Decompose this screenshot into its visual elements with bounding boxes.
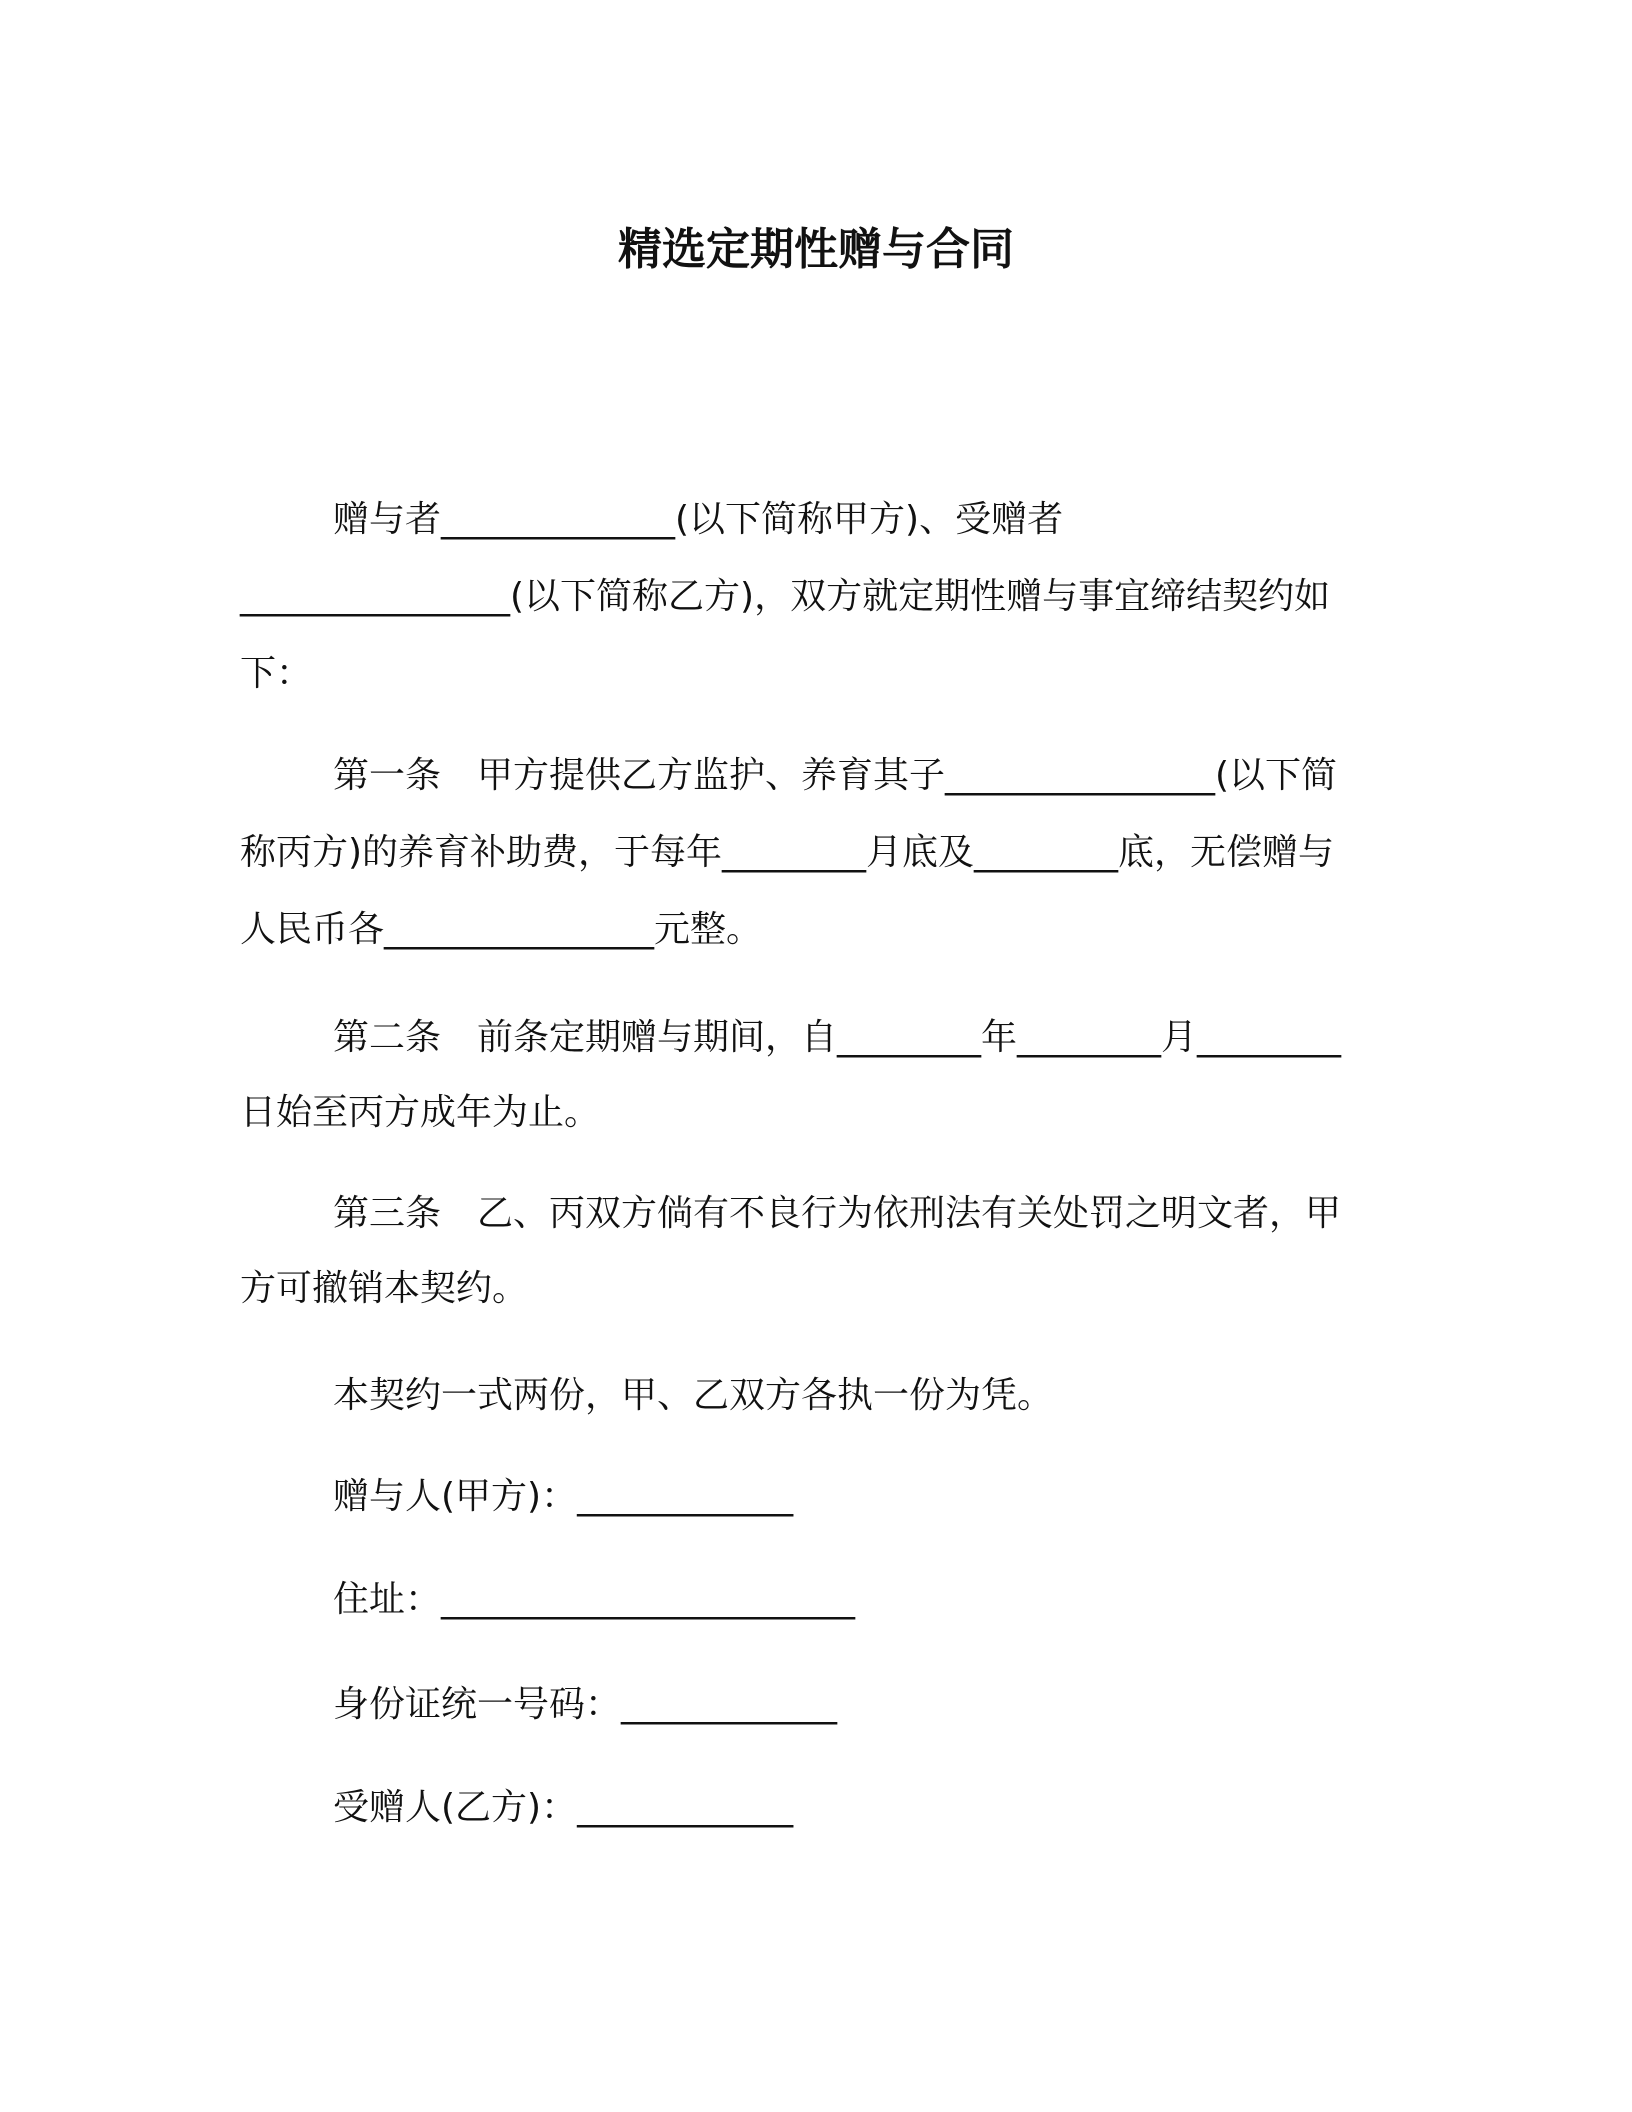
id-number-line: 身份证统一号码：____________ bbox=[333, 1684, 838, 1725]
article-1-line-1: 第一条 甲方提供乙方监护、养育其子_______________(以下简 bbox=[333, 755, 1338, 796]
intro-line-3: 下： bbox=[240, 653, 313, 694]
address-line: 住址：_______________________ bbox=[333, 1579, 856, 1620]
donee-signature-line: 受赠人(乙方)：____________ bbox=[333, 1787, 794, 1828]
intro-line-2: _______________(以下简称乙方)，双方就定期性赠与事宜缔结契约如 bbox=[240, 576, 1331, 617]
article-3-line-1: 第三条 乙、丙双方倘有不良行为依刑法有关处罚之明文者，甲 bbox=[333, 1193, 1342, 1234]
article-3-line-2: 方可撤销本契约。 bbox=[240, 1268, 529, 1309]
article-1-line-3: 人民币各_______________元整。 bbox=[240, 909, 763, 950]
article-2-line-2: 日始至丙方成年为止。 bbox=[240, 1092, 601, 1133]
copies-clause: 本契约一式两份，甲、乙双方各执一份为凭。 bbox=[333, 1375, 1054, 1416]
intro-line-1: 赠与者_____________(以下简称甲方)、受赠者 bbox=[333, 499, 1064, 540]
article-1-line-2: 称丙方)的养育补助费，于每年________月底及________底，无偿赠与 bbox=[240, 832, 1335, 873]
donor-signature-line: 赠与人(甲方)：____________ bbox=[333, 1476, 794, 1517]
document-title: 精选定期性赠与合同 bbox=[618, 224, 1014, 275]
article-2-line-1: 第二条 前条定期赠与期间，自________年________月________ bbox=[333, 1017, 1342, 1058]
